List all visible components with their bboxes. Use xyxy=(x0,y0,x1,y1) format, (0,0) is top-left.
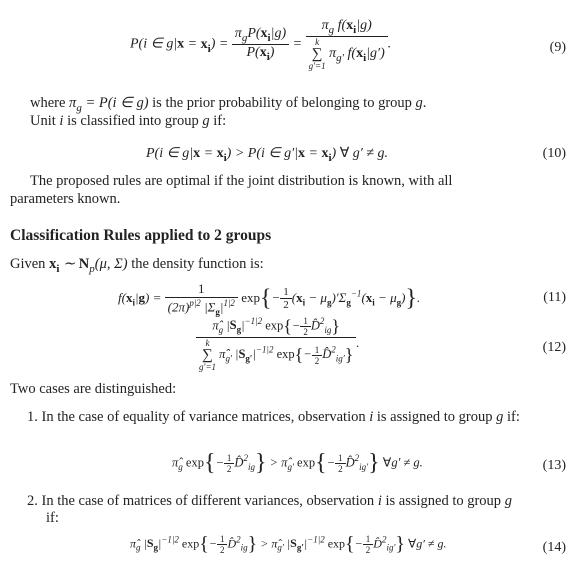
case2-line2: if: xyxy=(46,510,59,526)
equation-number-9: (9) xyxy=(549,40,566,55)
equation-12: $\pî_g$ $|S_g|^{-1|2}$ exp{− $\frac{1}{2}$ D̂$^2_{ig}$} k ∑ g′=1 $\pî_{g'}$ $|S_{g'}|^{-1|2}$ exp{− $\frac{1}{2}$ D̂$^2_{ig'}$} . xyxy=(196,316,360,372)
unit-text: Unit xyxy=(30,113,56,129)
where-paragraph-line2: Unit i is classified into group g if: xyxy=(30,113,227,129)
equation-14: $\pî_g$ $|S_g|^{-1|2}$ exp{− $\frac{1}{2}$ D̂$^2_{ig}$} > $\pî_{g'}$ $|S_{g'}|^{-1|2}$ exp{− $\frac{1}{2}$ D̂$^2_{ig'}$} ∀g′ ≠ g. xyxy=(130,533,447,555)
equation-number-10: (10) xyxy=(542,146,566,161)
given-line: Given $x_i$ ∼ $N_p(\mu$, Σ) the density function is: xyxy=(10,256,264,275)
section-heading: Classification Rules applied to 2 groups xyxy=(10,227,272,244)
case2-label: 2. xyxy=(27,493,38,509)
equation-number-14: (14) xyxy=(542,540,566,555)
equation-13: $\pî_g$ exp{− $\frac{1}{2}$ D̂$^2_{ig}$} > $\pî_{g'}$ exp{− $\frac{1}{2}$ D̂$^2_{ig'}$} ∀g′ ≠ g. xyxy=(172,450,423,476)
optimal-line2: parameters known. xyxy=(10,191,121,207)
given-prefix: Given xyxy=(10,256,46,272)
optimal-line1: The proposed rules are optimal if the joint distribution is known, with all xyxy=(30,173,453,189)
case2-line1: 2. In the case of matrices of different variances, observation i is assigned to group g xyxy=(27,493,512,509)
case1-text-a: In the case of equality of variance matrices, observation xyxy=(41,409,366,425)
equation-9: P(i ∈ $g|x = x_i$) = $\frac{\pi_gP(x_i|g)}{P(x_i)}$ = $\pi_g$ $f(x_i|g)$ k ∑ g′=1 $\pi_{g'}$ $f(x_i|g')$ . xyxy=(130,18,392,71)
equation-11: $f(x_i|g)$ = $\frac{1}{(2\pi)^{p|2} |\Sigma_g|^{1|2}}$ exp{− $\frac{1}{2}$ $(x_i - \mu_g)'\Sigma_g^{-1}(x_i - \mu_g)$}. xyxy=(118,281,421,317)
where-prefix: where xyxy=(30,95,66,111)
case1-label: 1. xyxy=(27,409,38,425)
case2-text-b: is assigned to group xyxy=(385,493,502,509)
equation-number-12: (12) xyxy=(542,340,566,355)
case1-text-c: if: xyxy=(506,409,520,425)
equation-10: P(i ∈ $g|x = x_i) > P(i$ ∈ $g'|x = x_i$) ∀ g′ ≠ g. xyxy=(146,146,389,164)
equation-number-13: (13) xyxy=(542,458,566,473)
case1-text-b: is assigned to group xyxy=(376,409,493,425)
if-text: if: xyxy=(213,113,227,129)
case2-text-a: In the case of matrices of different variances, observation xyxy=(41,493,375,509)
classified-text: is classified into group xyxy=(67,113,199,129)
case1-line: 1. In the case of equality of variance matrices, observation i is assigned to group g if: xyxy=(27,409,520,425)
where-text: is the prior probability of belonging to group xyxy=(152,95,412,111)
where-paragraph-line1: where $\pi_g = P(i$ ∈ g) is the prior probability of belonging to group g. xyxy=(30,95,427,114)
given-suffix: the density function is: xyxy=(131,256,264,272)
two-cases-text: Two cases are distinguished: xyxy=(10,381,177,397)
equation-number-11: (11) xyxy=(543,290,566,305)
